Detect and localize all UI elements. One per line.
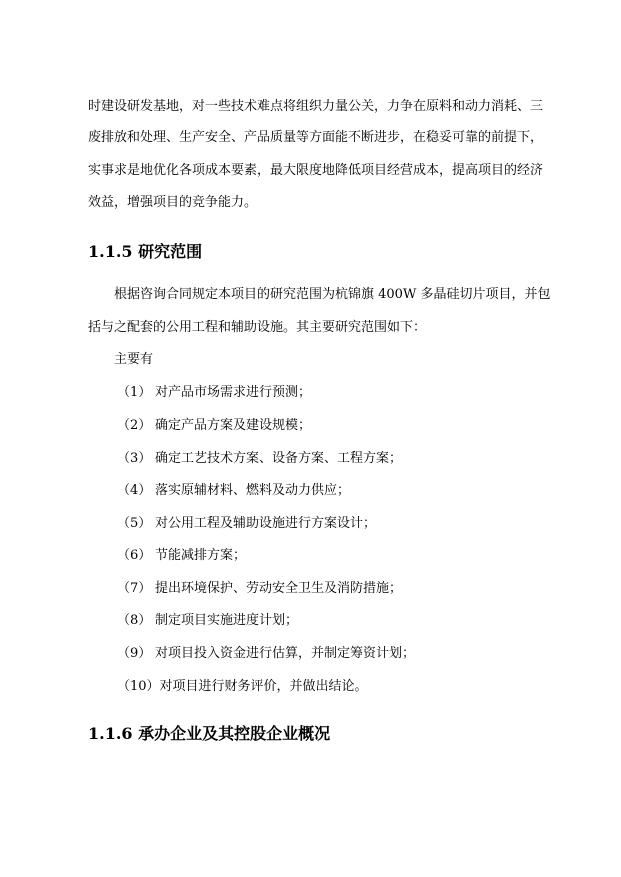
list-item-text: 对产品市场需求进行预测； xyxy=(155,385,312,400)
scope-paragraph-line-2: 括与之配套的公用工程和辅助设施。其主要研究范围如下： xyxy=(88,320,427,335)
list-item xyxy=(117,451,402,467)
list-item-number: （8） xyxy=(117,613,152,628)
list-item-text: 对项目投入资金进行估算，并制定筹资计划； xyxy=(155,646,416,661)
list-item-text: 节能减排方案； xyxy=(155,548,247,563)
list-item xyxy=(117,483,350,499)
list-intro: 主要有 xyxy=(114,352,154,367)
list-item xyxy=(117,418,311,434)
section-heading-1-1-5: 1.1.5 研究范围 xyxy=(88,242,203,261)
list-item-text: 确定工艺技术方案、设备方案、工程方案； xyxy=(155,451,403,466)
list-item-text: 落实原辅材料、燃料及动力供应； xyxy=(155,483,351,498)
list-item-text: 确定产品方案及建设规模； xyxy=(155,418,312,433)
list-item-number: （3） xyxy=(117,451,152,466)
intro-line-2: 废排放和处理、生产安全、产品质量等方面能不断进步，在稳妥可靠的前提下， xyxy=(88,130,544,145)
list-item-number: （7） xyxy=(117,581,152,596)
list-item-number: （2） xyxy=(117,418,152,433)
list-item-text: 对公用工程及辅助设施进行方案设计； xyxy=(155,516,377,531)
list-item xyxy=(117,548,246,564)
list-item xyxy=(117,516,376,532)
list-item-number: （1） xyxy=(117,385,152,400)
list-item-number: （4） xyxy=(117,483,152,498)
list-item xyxy=(117,385,311,401)
list-item-number: （9） xyxy=(117,646,152,661)
list-item xyxy=(117,581,402,597)
list-item-number: （6） xyxy=(117,548,152,563)
list-item-number: （10） xyxy=(117,679,160,694)
intro-line-4: 效益，增强项目的竞争能力。 xyxy=(88,195,258,210)
list-item-text: 制定项目实施进度计划； xyxy=(155,613,299,628)
list-item-text: 对项目进行财务评价，并做出结论。 xyxy=(159,679,368,694)
scope-paragraph-line-1: 根据咨询合同规定本项目的研究范围为杭锦旗 400W 多晶硅切片项目，并包 xyxy=(114,287,551,302)
intro-line-1: 时建设研发基地，对一些技术难点将组织力量公关，力争在原料和动力消耗、三 xyxy=(88,99,544,114)
section-heading-1-1-6: 1.1.6 承办企业及其控股企业概况 xyxy=(88,724,331,743)
list-item-number: （5） xyxy=(117,516,152,531)
list-item-text: 提出环境保护、劳动安全卫生及消防措施； xyxy=(155,581,403,596)
list-item xyxy=(117,679,368,695)
list-item xyxy=(117,646,415,662)
intro-line-3: 实事求是地优化各项成本要素，最大限度地降低项目经营成本，提高项目的经济 xyxy=(88,163,544,178)
list-item xyxy=(117,613,298,629)
